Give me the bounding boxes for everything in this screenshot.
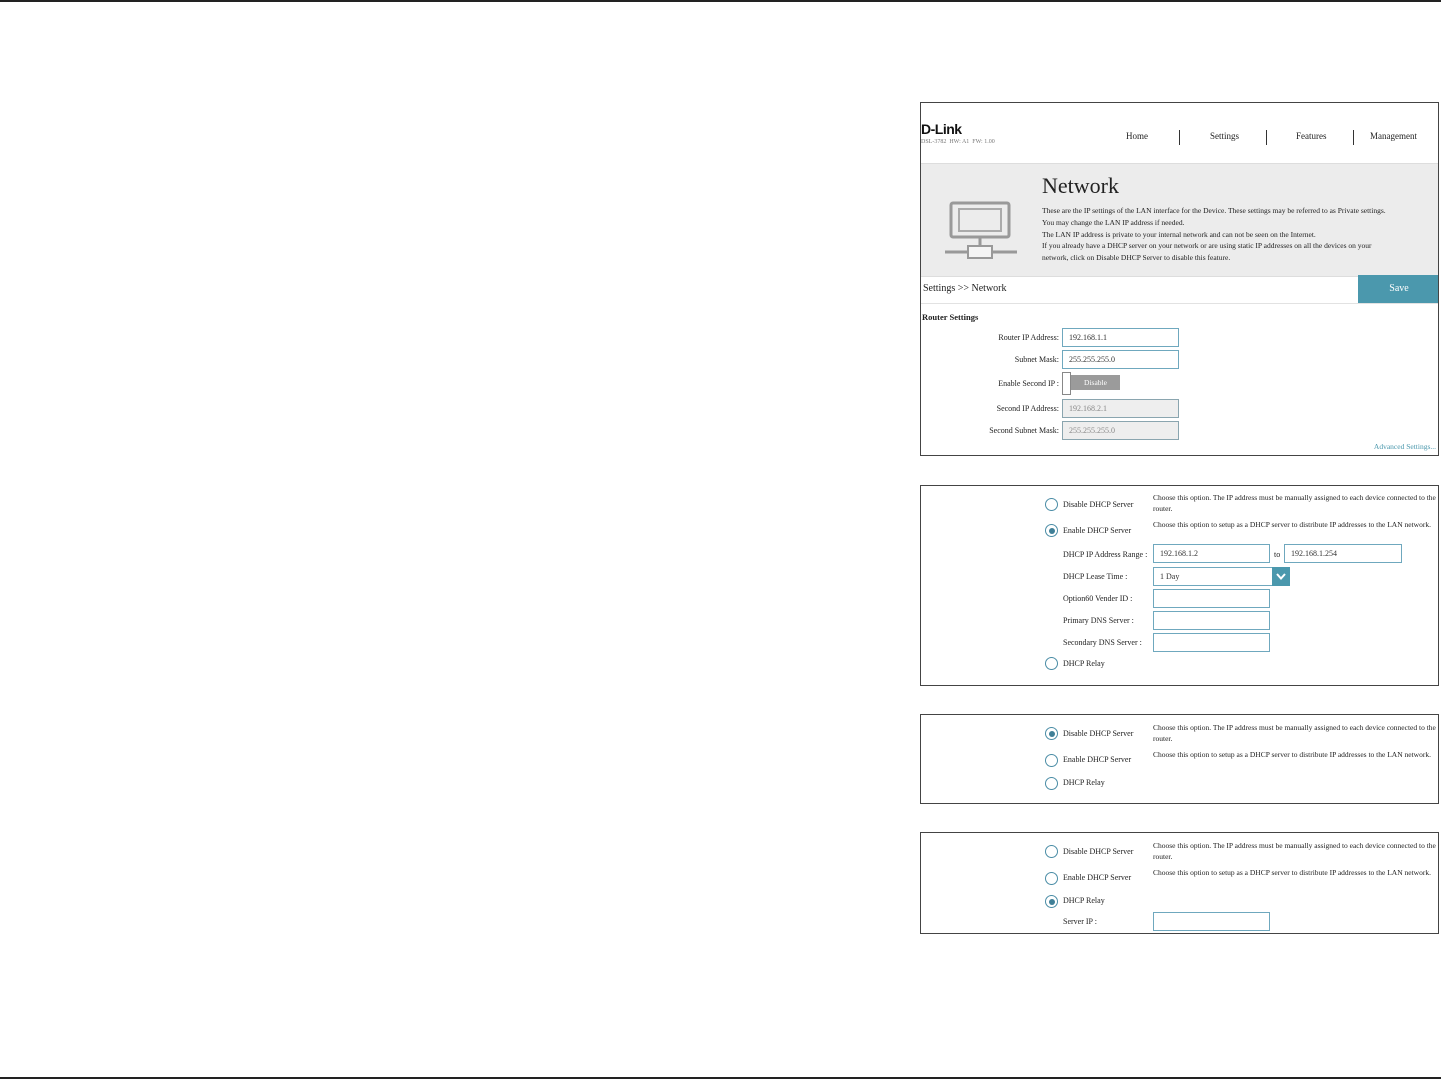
enable-dhcp-radio[interactable] bbox=[1045, 754, 1058, 767]
server-ip-label: Server IP : bbox=[1063, 917, 1097, 926]
dlink-logo: D-Link bbox=[921, 121, 962, 137]
dhcp-lease-select[interactable]: 1 Day bbox=[1153, 567, 1290, 586]
disable-dhcp-label: Disable DHCP Server bbox=[1063, 847, 1134, 856]
dhcp-range-label: DHCP IP Address Range : bbox=[1063, 550, 1148, 559]
top-rule bbox=[0, 0, 1441, 2]
advanced-settings-link[interactable]: Advanced Settings... bbox=[1373, 442, 1436, 451]
secondary-dns-input[interactable] bbox=[1153, 633, 1270, 652]
hero-line: You may change the LAN IP address if needed. bbox=[1042, 217, 1185, 227]
enable-dhcp-description: Choose this option to setup as a DHCP server to distribute IP addresses to the LAN network. bbox=[1153, 750, 1431, 759]
disable-dhcp-description: Choose this option. The IP address must be manually assigned to each device connected to the router. bbox=[1153, 723, 1436, 743]
enable-dhcp-description: Choose this option to setup as a DHCP server to distribute IP addresses to the LAN network. bbox=[1153, 520, 1431, 529]
toggle-state: Disable bbox=[1071, 375, 1120, 390]
disable-dhcp-radio[interactable] bbox=[1045, 498, 1058, 511]
disable-dhcp-description: Choose this option. The IP address must be manually assigned to each device connected to the router. bbox=[1153, 841, 1436, 861]
nav-features[interactable]: Features bbox=[1296, 131, 1327, 141]
option60-label: Option60 Vender ID : bbox=[1063, 594, 1133, 603]
computer-network-icon bbox=[943, 200, 1019, 262]
secondary-dns-label: Secondary DNS Server : bbox=[1063, 638, 1142, 647]
dhcp-enable-panel bbox=[920, 485, 1439, 686]
enable-dhcp-label: Enable DHCP Server bbox=[1063, 873, 1132, 882]
server-ip-input[interactable] bbox=[1153, 912, 1270, 931]
enable-dhcp-label: Enable DHCP Server bbox=[1063, 526, 1132, 535]
router-ip-label: Router IP Address: bbox=[998, 333, 1059, 342]
disable-dhcp-label: Disable DHCP Server bbox=[1063, 729, 1134, 738]
option60-input[interactable] bbox=[1153, 589, 1270, 608]
hero-banner bbox=[921, 163, 1439, 277]
hero-line: These are the IP settings of the LAN interface for the Device. These settings may be referred to as Private settings. bbox=[1042, 206, 1386, 215]
primary-dns-label: Primary DNS Server : bbox=[1063, 616, 1134, 625]
nav-divider bbox=[1179, 130, 1180, 145]
nav-divider bbox=[1266, 130, 1267, 145]
second-ip-toggle[interactable] bbox=[1062, 372, 1121, 396]
disable-dhcp-radio[interactable] bbox=[1045, 845, 1058, 858]
nav-divider bbox=[1353, 130, 1354, 145]
enable-dhcp-radio[interactable] bbox=[1045, 524, 1058, 537]
dhcp-relay-radio[interactable] bbox=[1045, 657, 1058, 670]
second-ip-label: Second IP Address: bbox=[996, 404, 1059, 413]
hero-line: network, click on Disable DHCP Server to disable this feature. bbox=[1042, 253, 1231, 263]
dhcp-relay-label: DHCP Relay bbox=[1063, 659, 1105, 668]
model-info: DSL-3782 HW: A1 FW: 1.00 bbox=[921, 139, 995, 145]
dhcp-range-end-input[interactable]: 192.168.1.254 bbox=[1284, 544, 1402, 563]
dhcp-relay-radio[interactable] bbox=[1045, 777, 1058, 790]
save-button[interactable]: Save bbox=[1358, 275, 1439, 303]
router-ip-input[interactable]: 192.168.1.1 bbox=[1062, 328, 1179, 347]
dhcp-relay-label: DHCP Relay bbox=[1063, 778, 1105, 787]
dhcp-relay-radio[interactable] bbox=[1045, 895, 1058, 908]
nav-settings[interactable]: Settings bbox=[1210, 131, 1240, 141]
enable-dhcp-label: Enable DHCP Server bbox=[1063, 755, 1132, 764]
second-ip-input[interactable]: 192.168.2.1 bbox=[1062, 399, 1179, 418]
nav-home[interactable]: Home bbox=[1126, 131, 1148, 141]
nav-management[interactable]: Management bbox=[1370, 131, 1417, 141]
toggle-knob bbox=[1062, 372, 1071, 395]
breadcrumb-divider bbox=[921, 303, 1439, 304]
hero-line: If you already have a DHCP server on your network or are using static IP addresses on all the devices on your bbox=[1042, 241, 1372, 251]
primary-dns-input[interactable] bbox=[1153, 611, 1270, 630]
second-ip-toggle-label: Enable Second IP : bbox=[998, 379, 1059, 388]
router-settings-heading: Router Settings bbox=[922, 312, 979, 322]
enable-dhcp-description: Choose this option to setup as a DHCP server to distribute IP addresses to the LAN network. bbox=[1153, 868, 1431, 877]
disable-dhcp-label: Disable DHCP Server bbox=[1063, 500, 1134, 509]
breadcrumb: Settings >> Network bbox=[923, 283, 1007, 294]
dhcp-range-to-label: to bbox=[1274, 550, 1281, 559]
second-subnet-input[interactable]: 255.255.255.0 bbox=[1062, 421, 1179, 440]
dhcp-range-start-input[interactable]: 192.168.1.2 bbox=[1153, 544, 1270, 563]
page-title: Network bbox=[1042, 173, 1119, 198]
disable-dhcp-radio[interactable] bbox=[1045, 727, 1058, 740]
hero-line: The LAN IP address is private to your internal network and can not be seen on the Internet. bbox=[1042, 229, 1316, 239]
subnet-mask-label: Subnet Mask: bbox=[1014, 355, 1059, 364]
second-subnet-label: Second Subnet Mask: bbox=[989, 426, 1059, 435]
network-settings-panel bbox=[920, 102, 1439, 456]
subnet-mask-input[interactable]: 255.255.255.0 bbox=[1062, 350, 1179, 369]
bottom-rule bbox=[0, 1077, 1441, 1079]
dhcp-disable-panel bbox=[920, 714, 1439, 804]
enable-dhcp-radio[interactable] bbox=[1045, 872, 1058, 885]
dhcp-lease-label: DHCP Lease Time : bbox=[1063, 572, 1128, 581]
disable-dhcp-description: Choose this option. The IP address must be manually assigned to each device connected to the router. bbox=[1153, 493, 1436, 513]
dhcp-relay-label: DHCP Relay bbox=[1063, 896, 1105, 905]
hero-description bbox=[1042, 205, 1438, 264]
chevron-down-icon[interactable] bbox=[1272, 567, 1290, 586]
dhcp-relay-panel bbox=[920, 832, 1439, 934]
